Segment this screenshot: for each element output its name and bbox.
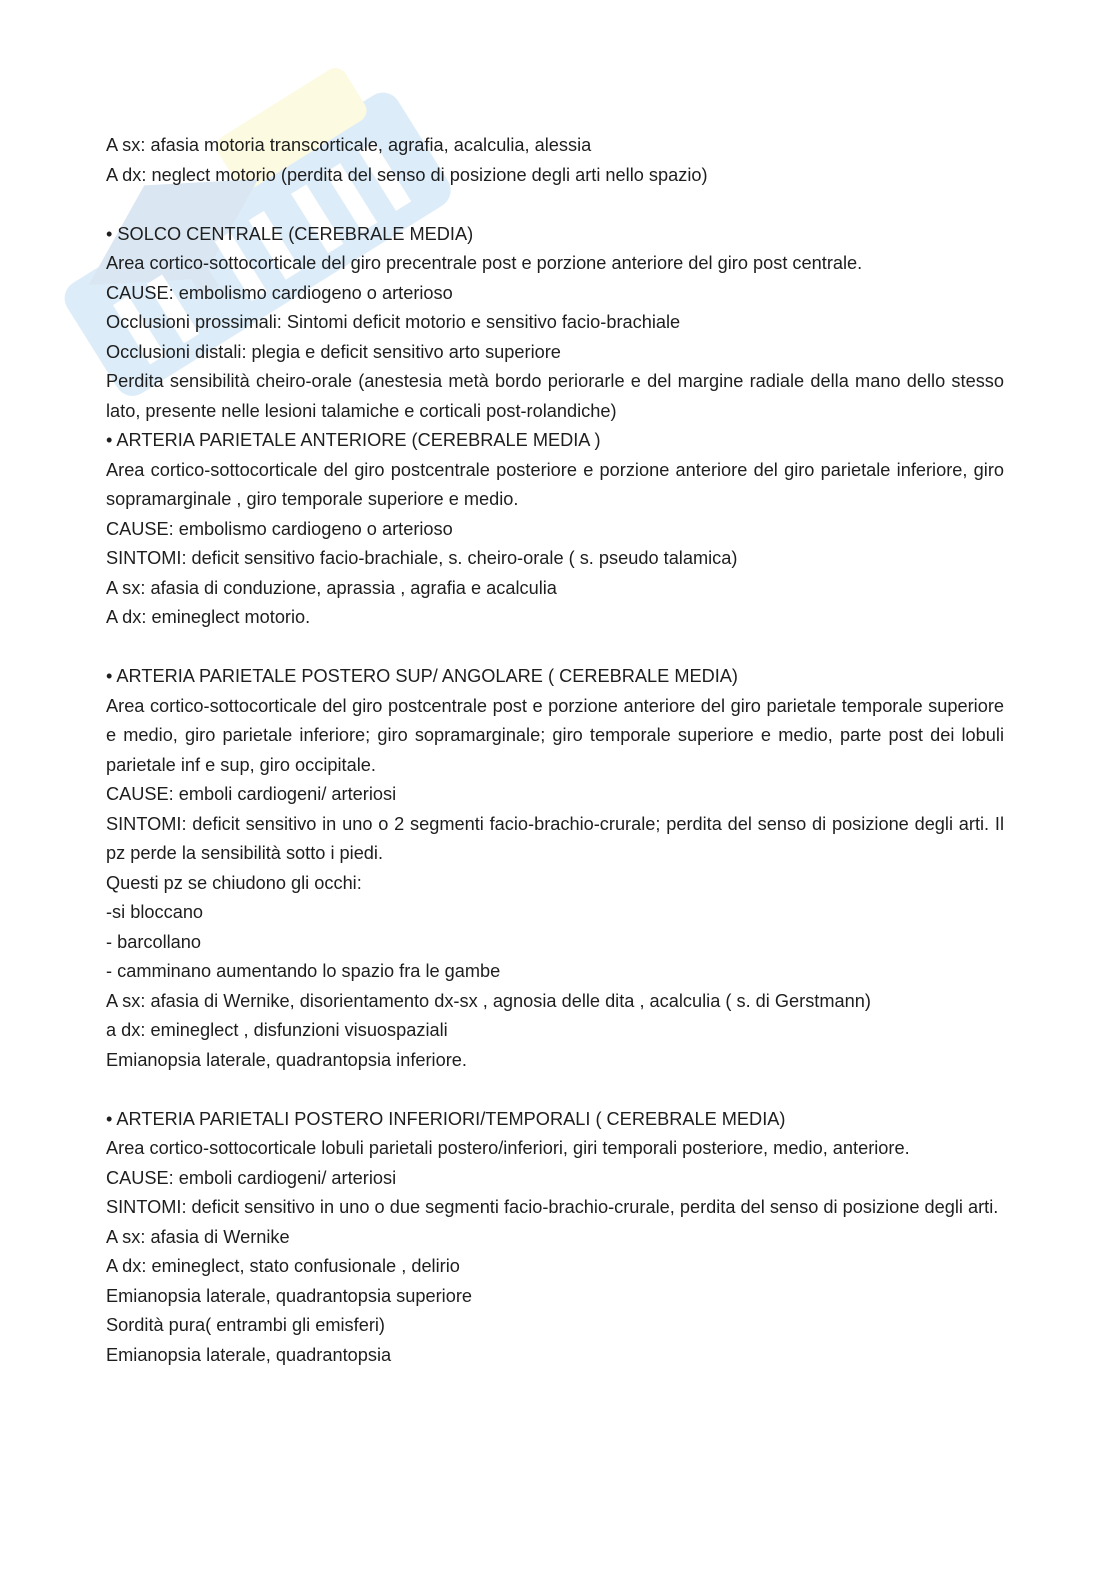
list-item: -si bloccano — [106, 902, 204, 922]
sx-text: A sx: afasia di conduzione, aprassia , agrafia e acalculia — [106, 577, 557, 598]
sintomi-text: SINTOMI: deficit sensitivo in uno o due segmenti facio-brachio-crurale, perdita del senso di posizione degli arti. — [106, 1197, 999, 1217]
area-text: Area cortico-sottocorticale del giro precentrale post e porzione anteriore del giro post centrale. — [106, 253, 863, 273]
emianopsia-text: Emianopsia laterale, quadrantopsia — [106, 1344, 392, 1365]
perdita-sensibilita-text: Perdita sensibilità cheiro-orale (anestesia metà bordo periorarle e del margine radiale della mano dello stesso lato, presente nelle lesioni talamiche e corticali post-rolandiche) — [106, 371, 1004, 421]
spacer — [106, 190, 1004, 220]
occlusioni-prossimali-text: Occlusioni prossimali: Sintomi deficit motorio e sensitivo facio-brachiale — [106, 312, 681, 332]
intro-line-1: A sx: afasia motoria transcorticale, agrafia, acalculia, alessia — [106, 135, 592, 155]
dx-text: A dx: emineglect, stato confusionale , delirio — [106, 1256, 460, 1276]
area-text: Area cortico-sottocorticale del giro postcentrale post e porzione anteriore del giro parietale temporale superiore e medio, giro parietale inferiore; giro sopramarginale; giro temporale superiore e medio, parte post dei lobuli parietale inf e sup, giro occipitale. — [106, 695, 1004, 775]
questi-text: Questi pz se chiudono gli occhi: — [106, 872, 362, 893]
emianopsia-text: Emianopsia laterale, quadrantopsia inferiore. — [106, 1049, 467, 1070]
document-page — [106, 131, 1004, 1370]
list-item: - camminano aumentando lo spazio fra le gambe — [106, 961, 501, 981]
intro-line-2: A dx: neglect motorio (perdita del senso di posizione degli arti nello spazio) — [106, 164, 708, 185]
section-solco-centrale — [106, 220, 1004, 427]
area-text: Area cortico-sottocorticale lobuli parietali postero/inferiori, giri temporali posteriore, medio, anteriore. — [106, 1138, 910, 1158]
sx-text: A sx: afasia di Wernike — [106, 1226, 290, 1247]
sx-text: A sx: afasia di Wernike, disorientamento dx-sx , agnosia delle dita , acalculia ( s. di Gerstmann) — [106, 990, 871, 1011]
occlusioni-distali-text: Occlusioni distali: plegia e deficit sensitivo arto superiore — [106, 341, 561, 362]
dx-text: A dx: emineglect motorio. — [106, 607, 311, 627]
sintomi-text: SINTOMI: deficit sensitivo in uno o 2 segmenti facio-brachio-crurale; perdita del senso di posizione degli arti. Il pz perde la sensibilità sotto i piedi. — [106, 813, 1004, 863]
section-heading: • ARTERIA PARIETALE POSTERO SUP/ ANGOLARE ( CEREBRALE MEDIA) — [106, 666, 738, 686]
section-heading: • ARTERIA PARIETALE ANTERIORE (CEREBRALE MEDIA ) — [106, 430, 601, 450]
section-heading: • SOLCO CENTRALE (CEREBRALE MEDIA) — [106, 223, 474, 244]
section-parietale-postero-sup — [106, 662, 1004, 1075]
cause-text: CAUSE: embolismo cardiogeno o arterioso — [106, 518, 453, 539]
section-parietale-anteriore — [106, 426, 1004, 633]
cause-text: CAUSE: emboli cardiogeni/ arteriosi — [106, 1167, 397, 1188]
section-parietali-postero-inf — [106, 1105, 1004, 1371]
sintomi-text: SINTOMI: deficit sensitivo facio-brachiale, s. cheiro-orale ( s. pseudo talamica) — [106, 548, 738, 568]
spacer — [106, 633, 1004, 663]
section-heading: • ARTERIA PARIETALI POSTERO INFERIORI/TEMPORALI ( CEREBRALE MEDIA) — [106, 1108, 786, 1129]
cause-text: CAUSE: emboli cardiogeni/ arteriosi — [106, 784, 397, 804]
list-item: - barcollano — [106, 931, 202, 952]
emianopsia-superiore-text: Emianopsia laterale, quadrantopsia superiore — [106, 1285, 472, 1306]
cause-text: CAUSE: embolismo cardiogeno o arterioso — [106, 282, 453, 303]
spacer — [106, 1075, 1004, 1105]
area-text: Area cortico-sottocorticale del giro postcentrale posteriore e porzione anteriore del giro parietale inferiore, giro sopramarginale , giro temporale superiore e medio. — [106, 459, 1004, 509]
dx-text: a dx: emineglect , disfunzioni visuospaziali — [106, 1020, 448, 1040]
sordita-text: Sordità pura( entrambi gli emisferi) — [106, 1315, 385, 1335]
